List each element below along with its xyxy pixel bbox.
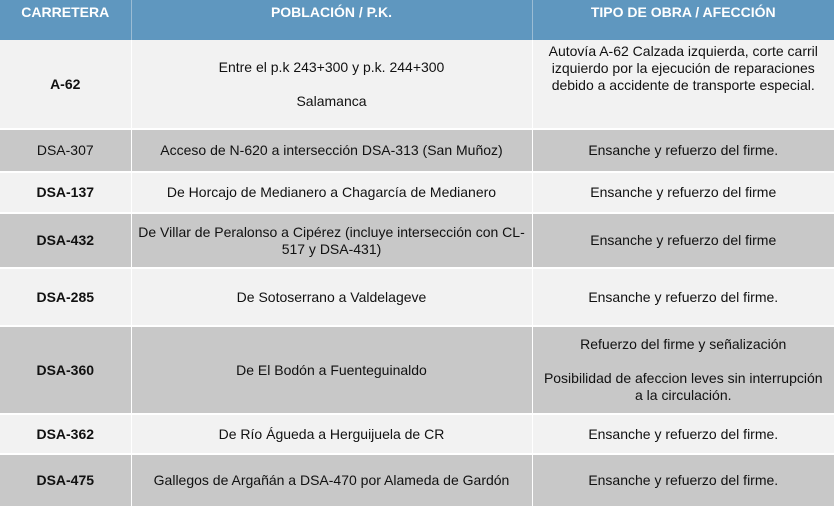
header-tipo: TIPO DE OBRA / AFECCIÓN: [532, 0, 834, 40]
location-text: Entre el p.k 243+300 y p.k. 244+300: [218, 58, 445, 75]
work-type: Ensanche y refuerzo del firme.: [532, 454, 834, 507]
work-type: Ensanche y refuerzo del firme.: [532, 129, 834, 172]
road-code: A-62: [0, 40, 131, 129]
road-code: DSA-307: [0, 129, 131, 172]
location-text: De Horcajo de Medianero a Chagarcía de Medianero: [131, 172, 532, 213]
header-row: [0, 0, 834, 40]
work-type: Refuerzo del firme y señalización: [580, 336, 787, 352]
road-code: DSA-362: [0, 414, 131, 454]
location-text: De Río Águeda a Herguijuela de CR: [131, 414, 532, 454]
work-type: Ensanche y refuerzo del firme.: [532, 414, 834, 454]
table-row: [0, 172, 834, 213]
header-poblacion: POBLACIÓN / P.K.: [131, 0, 532, 40]
work-type: Autovía A-62 Calzada izquierda, corte carril izquierdo por la ejecución de reparaciones debido a accidente de transporte especial.: [532, 40, 834, 129]
road-code: DSA-360: [0, 326, 131, 414]
location-text: De El Bodón a Fuenteguinaldo: [131, 326, 532, 414]
work-type: Posibilidad de afeccion leves sin interrupción a la circulación.: [543, 370, 823, 403]
table-row: [0, 129, 834, 172]
table-row: [0, 414, 834, 454]
work-type: Ensanche y refuerzo del firme: [532, 172, 834, 213]
work-type: Ensanche y refuerzo del firme: [532, 213, 834, 268]
road-code: DSA-432: [0, 213, 131, 268]
header-carretera: CARRETERA: [0, 0, 131, 40]
work-type: Ensanche y refuerzo del firme.: [532, 268, 834, 326]
location-text: De Sotoserrano a Valdelageve: [131, 268, 532, 326]
road-code: DSA-137: [0, 172, 131, 213]
location-text: Salamanca: [296, 92, 367, 109]
road-code: DSA-475: [0, 454, 131, 507]
table-row: [0, 213, 834, 268]
location-cell: [131, 40, 532, 129]
work-type-cell: [532, 326, 834, 414]
table-row: [0, 454, 834, 507]
table-row: [0, 326, 834, 414]
table-row: [0, 40, 834, 129]
road-code: DSA-285: [0, 268, 131, 326]
location-text: De Villar de Peralonso a Cipérez (incluye intersección con CL-517 y DSA-431): [131, 213, 532, 268]
location-text: Acceso de N-620 a intersección DSA-313 (San Muñoz): [131, 129, 532, 172]
table-row: [0, 268, 834, 326]
location-text: Gallegos de Argañán a DSA-470 por Alameda de Gardón: [131, 454, 532, 507]
